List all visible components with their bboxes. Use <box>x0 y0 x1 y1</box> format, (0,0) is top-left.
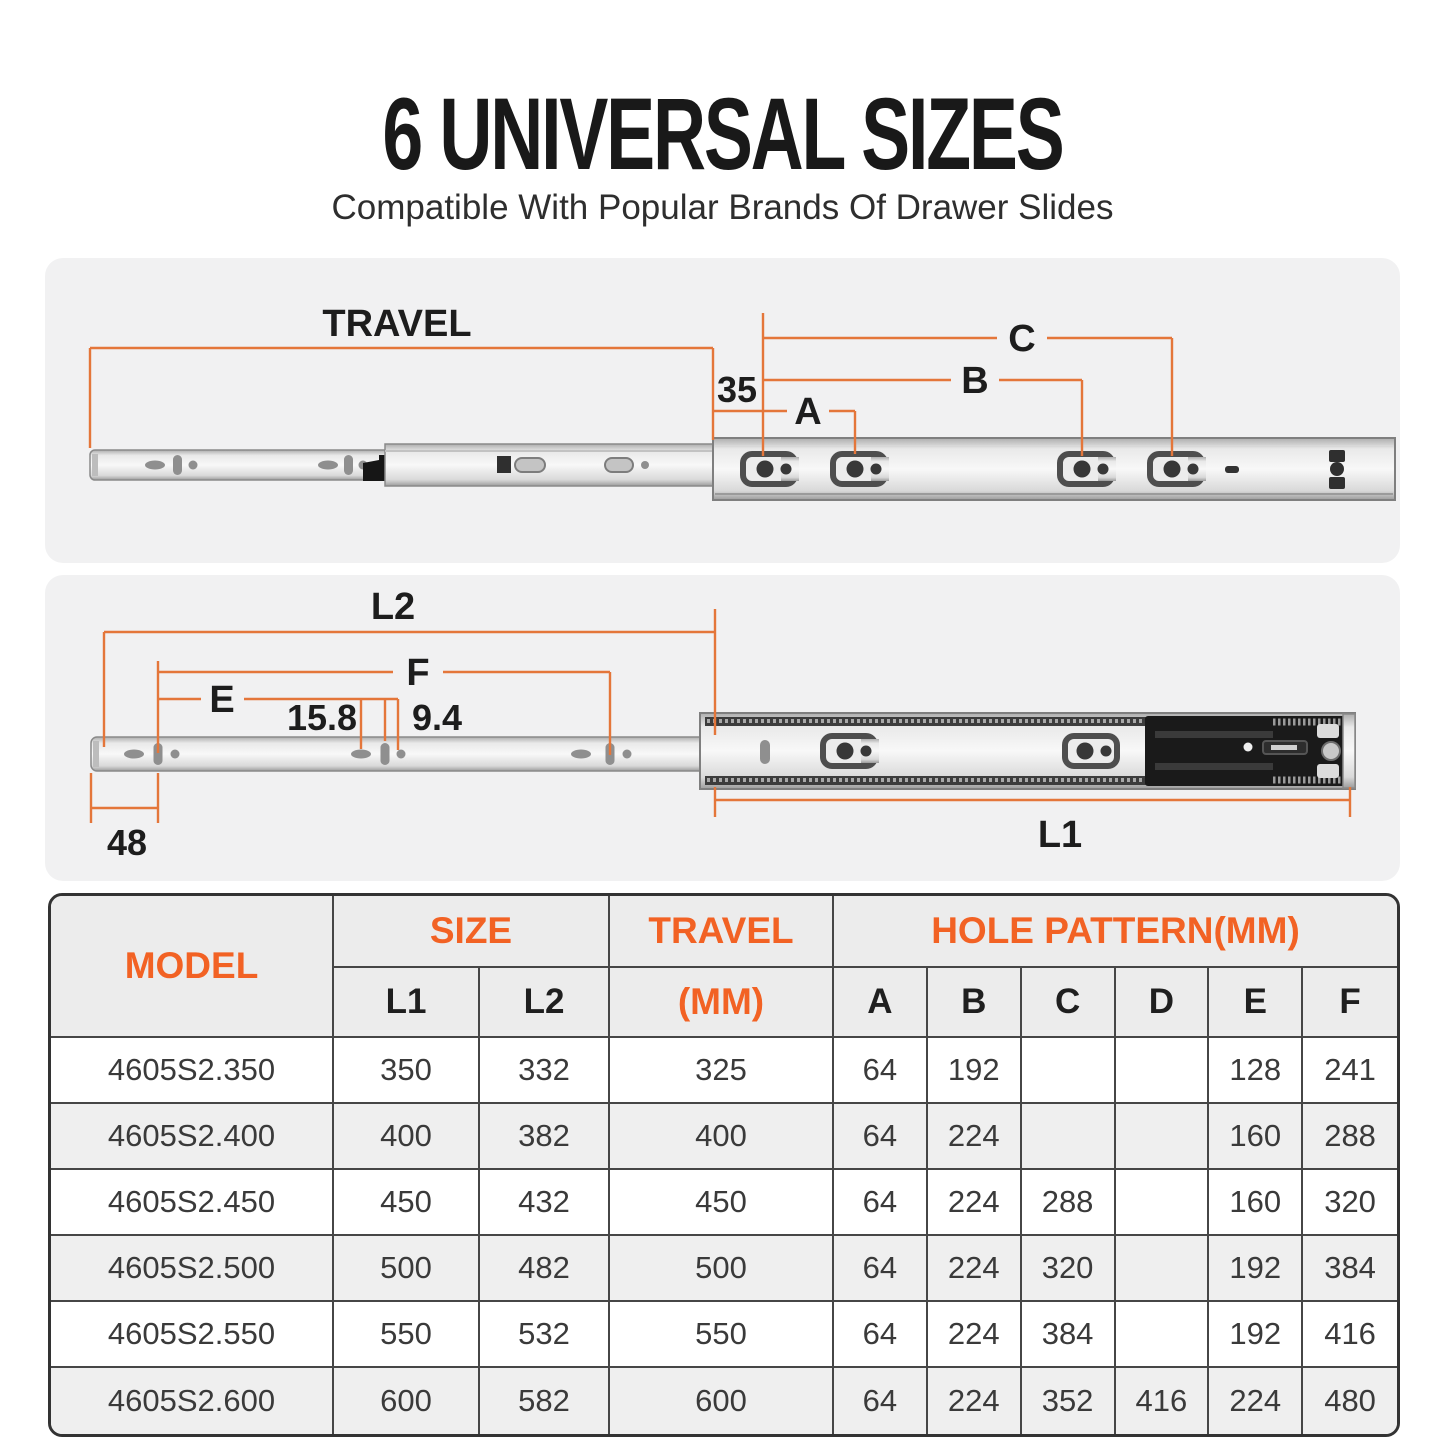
header-travel-unit: (MM) <box>610 968 834 1038</box>
cell-e-row-2: 160 <box>1209 1104 1303 1170</box>
header-b: B <box>928 968 1022 1038</box>
header-l1: L1 <box>334 968 480 1038</box>
cell-l1-row-5: 550 <box>334 1302 480 1368</box>
outer-rail <box>713 438 1395 500</box>
cell-travel-row-1: 325 <box>610 1038 834 1104</box>
cell-c-row-1 <box>1022 1038 1116 1104</box>
hole-pattern-diagram <box>45 258 1400 563</box>
cell-b-row-3: 224 <box>928 1170 1022 1236</box>
header-a: A <box>834 968 928 1038</box>
header-l2: L2 <box>480 968 610 1038</box>
header-travel: TRAVEL <box>610 896 834 968</box>
cell-l1-row-3: 450 <box>334 1170 480 1236</box>
cell-b-row-5: 224 <box>928 1302 1022 1368</box>
outer-rail <box>700 713 1355 789</box>
cell-l2-row-2: 382 <box>480 1104 610 1170</box>
cell-c-row-5: 384 <box>1022 1302 1116 1368</box>
dim-a-label: A <box>794 391 822 433</box>
cell-l1-row-2: 400 <box>334 1104 480 1170</box>
dim-l1-label: L1 <box>1037 814 1083 856</box>
front-offset-label: 35 <box>716 369 758 410</box>
hole-spacing-1-label: 15.8 <box>286 697 358 738</box>
cell-f-row-1: 241 <box>1303 1038 1397 1104</box>
cell-a-row-6: 64 <box>834 1368 928 1434</box>
cell-c-row-2 <box>1022 1104 1116 1170</box>
header-hole-pattern: HOLE PATTERN(MM) <box>834 896 1397 968</box>
cell-model-row-5: 4605S2.550 <box>51 1302 334 1368</box>
spec-table <box>48 893 1400 1437</box>
mounting-hole <box>1065 736 1117 766</box>
middle-rail <box>385 444 715 486</box>
soft-close-mechanism <box>1145 716 1350 786</box>
cell-travel-row-2: 400 <box>610 1104 834 1170</box>
cell-a-row-4: 64 <box>834 1236 928 1302</box>
hole-spacing-2-label: 9.4 <box>411 697 463 738</box>
cell-f-row-2: 288 <box>1303 1104 1397 1170</box>
header-size: SIZE <box>334 896 610 968</box>
page-title: 6 UNIVERSAL SIZES <box>382 77 1063 191</box>
header-c: C <box>1022 968 1116 1038</box>
cell-f-row-4: 384 <box>1303 1236 1397 1302</box>
cell-travel-row-3: 450 <box>610 1170 834 1236</box>
dim-e-label: E <box>209 679 235 721</box>
cell-l1-row-6: 600 <box>334 1368 480 1434</box>
dim-f-label: F <box>406 652 430 694</box>
header-model: MODEL <box>51 896 334 1038</box>
cell-model-row-6: 4605S2.600 <box>51 1368 334 1434</box>
header-f: F <box>1303 968 1397 1038</box>
cell-model-row-2: 4605S2.400 <box>51 1104 334 1170</box>
cell-c-row-3: 288 <box>1022 1170 1116 1236</box>
mounting-hole-4 <box>1150 454 1206 484</box>
dim-c-label: C <box>1008 318 1036 360</box>
cell-model-row-3: 4605S2.450 <box>51 1170 334 1236</box>
cell-l2-row-3: 432 <box>480 1170 610 1236</box>
cell-c-row-6: 352 <box>1022 1368 1116 1434</box>
cell-l2-row-5: 532 <box>480 1302 610 1368</box>
cell-l2-row-6: 582 <box>480 1368 610 1434</box>
cell-travel-row-4: 500 <box>610 1236 834 1302</box>
cell-l2-row-4: 482 <box>480 1236 610 1302</box>
cell-d-row-1 <box>1116 1038 1210 1104</box>
cell-d-row-2 <box>1116 1104 1210 1170</box>
mounting-hole <box>823 736 879 766</box>
cell-b-row-2: 224 <box>928 1104 1022 1170</box>
end-offset-label: 48 <box>106 822 148 863</box>
inner-rail <box>90 450 390 480</box>
cell-f-row-5: 416 <box>1303 1302 1397 1368</box>
dim-b-label: B <box>961 360 989 402</box>
cell-d-row-6: 416 <box>1116 1368 1210 1434</box>
cell-b-row-6: 224 <box>928 1368 1022 1434</box>
cell-b-row-1: 192 <box>928 1038 1022 1104</box>
cell-e-row-6: 224 <box>1209 1368 1303 1434</box>
cell-e-row-4: 192 <box>1209 1236 1303 1302</box>
cell-model-row-1: 4605S2.350 <box>51 1038 334 1104</box>
length-diagram <box>45 575 1400 881</box>
cell-f-row-3: 320 <box>1303 1170 1397 1236</box>
inner-rail <box>91 737 715 771</box>
cell-model-row-4: 4605S2.500 <box>51 1236 334 1302</box>
dim-l2-label: L2 <box>370 586 416 628</box>
cell-a-row-1: 64 <box>834 1038 928 1104</box>
cell-travel-row-5: 550 <box>610 1302 834 1368</box>
cell-b-row-4: 224 <box>928 1236 1022 1302</box>
cell-e-row-5: 192 <box>1209 1302 1303 1368</box>
cell-a-row-2: 64 <box>834 1104 928 1170</box>
travel-label: TRAVEL <box>322 303 472 345</box>
mounting-hole-1 <box>743 454 799 484</box>
page-subtitle: Compatible With Popular Brands Of Drawer Slides <box>331 188 1114 227</box>
cell-d-row-5 <box>1116 1302 1210 1368</box>
cell-l1-row-1: 350 <box>334 1038 480 1104</box>
mounting-hole-2 <box>833 454 889 484</box>
cell-a-row-3: 64 <box>834 1170 928 1236</box>
cell-l1-row-4: 500 <box>334 1236 480 1302</box>
mounting-hole-3 <box>1060 454 1116 484</box>
header-d: D <box>1116 968 1210 1038</box>
cell-a-row-5: 64 <box>834 1302 928 1368</box>
cell-f-row-6: 480 <box>1303 1368 1397 1434</box>
cell-c-row-4: 320 <box>1022 1236 1116 1302</box>
cell-d-row-4 <box>1116 1236 1210 1302</box>
cell-e-row-1: 128 <box>1209 1038 1303 1104</box>
cell-travel-row-6: 600 <box>610 1368 834 1434</box>
cell-l2-row-1: 332 <box>480 1038 610 1104</box>
cell-d-row-3 <box>1116 1170 1210 1236</box>
header-e: E <box>1209 968 1303 1038</box>
cell-e-row-3: 160 <box>1209 1170 1303 1236</box>
